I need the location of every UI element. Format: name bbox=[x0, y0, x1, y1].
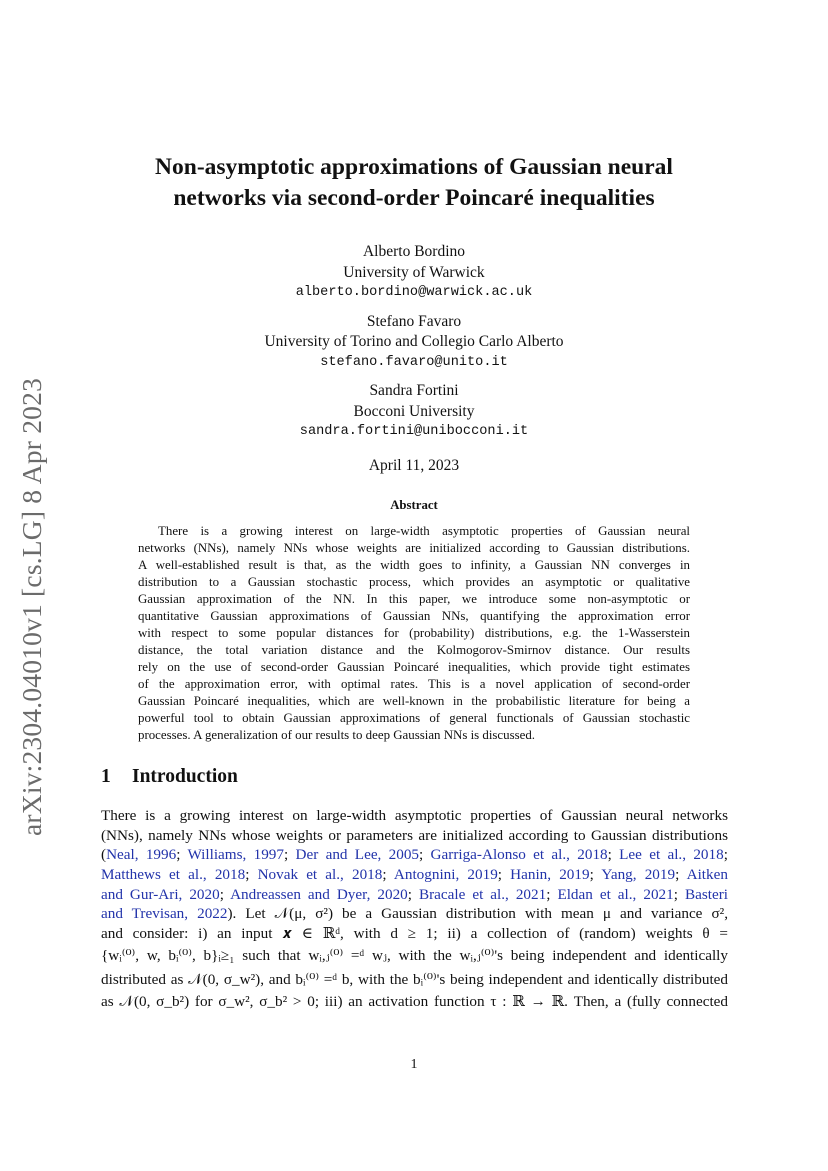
section-title: Introduction bbox=[132, 766, 238, 787]
abstract-line: quantitative Gaussian approximations of Gaussian NNs, quantifying the approximation error bbox=[138, 609, 690, 623]
author-affiliation: University of Torino and Collegio Carlo Alberto bbox=[264, 333, 564, 350]
abstract-line: Gaussian approximation of the NN. In this paper, we introduce some non-asymptotic or bbox=[138, 592, 690, 606]
abstract-line: of the approximation error, with optimal rates. This is a novel application of second-order bbox=[138, 677, 690, 691]
publication-date: April 11, 2023 bbox=[368, 457, 460, 474]
abstract-text bbox=[138, 523, 690, 744]
body-line: and Gur-Ari, 2020; Andreassen and Dyer, 2020; Bracale et al., 2021; Eldan et al., 2021; Basteri bbox=[101, 885, 728, 903]
body-line: as 𝒩(0, σ_b²) for σ_w², σ_b² > 0; iii) an activation function τ : ℝ → ℝ. Then, a (fully connected bbox=[101, 992, 728, 1010]
citation-link[interactable]: Andreassen and Dyer, 2020 bbox=[230, 885, 408, 903]
citation-link[interactable]: Bracale et al., 2021 bbox=[418, 885, 547, 903]
body-line bbox=[101, 904, 728, 924]
section-number: 1 bbox=[101, 766, 111, 787]
citation-link[interactable]: Novak et al., 2018 bbox=[257, 866, 383, 884]
citation-link[interactable]: Neal, 1996 bbox=[106, 846, 177, 864]
author-block bbox=[100, 312, 728, 374]
page-number: 1 bbox=[410, 1057, 418, 1072]
citation-link[interactable]: and Trevisan, 2022 bbox=[101, 905, 228, 923]
author-affiliation: Bocconi University bbox=[353, 402, 475, 420]
paper-title bbox=[100, 152, 728, 214]
abstract-line: distance, the total variation distance and the Kolmogorov-Smirnov distance. Our results bbox=[138, 643, 690, 657]
citation-link[interactable]: Lee et al., 2018 bbox=[619, 846, 724, 864]
citation-link[interactable]: Hanin, 2019 bbox=[510, 866, 590, 884]
author-email[interactable]: stefano.favaro@unito.it bbox=[320, 354, 508, 370]
author-list bbox=[100, 242, 728, 451]
abstract-line: with respect to some popular distances for (probability) distributions, e.g. the 1-Wasserstein bbox=[138, 626, 690, 640]
body-line: (NNs), namely NNs whose weights or parameters are initialized according to Gaussian distributions bbox=[101, 826, 728, 844]
body-line: and consider: i) an input 𝒙 ∈ ℝᵈ, with d ≥ 1; ii) a collection of (random) weights θ = bbox=[101, 925, 728, 943]
author-email[interactable]: sandra.fortini@unibocconi.it bbox=[299, 424, 529, 439]
abstract-line: powerful tool to obtain Gaussian approximations of general functionals of Gaussian stochastic bbox=[138, 711, 690, 725]
citation-link[interactable]: Aitken bbox=[686, 866, 728, 884]
citation-link[interactable]: Williams, 1997 bbox=[187, 846, 284, 864]
author-name: Stefano Favaro bbox=[366, 312, 462, 330]
abstract-line: networks (NNs), namely NNs whose weights are initialized according to Gaussian distributions. bbox=[138, 541, 690, 555]
abstract-line: Gaussian Poincaré inequalities, which are well-known in the probabilistic literature for being a bbox=[138, 694, 690, 708]
author-name: Sandra Fortini bbox=[369, 382, 459, 399]
introduction-body bbox=[101, 806, 728, 1012]
abstract-line: processes. A generalization of our results to deep Gaussian NNs is discussed. bbox=[138, 728, 536, 742]
arxiv-identifier-stamp: arXiv:2304.04010v1 [cs.LG] 8 Apr 2023 bbox=[16, 377, 47, 837]
citation-link[interactable]: Der and Lee, 2005 bbox=[295, 846, 420, 864]
citation-link[interactable]: Eldan et al., 2021 bbox=[557, 885, 674, 903]
body-line: {wᵢ⁽⁰⁾, w, bᵢ⁽⁰⁾, b}ᵢ≥₁ such that wᵢ,ⱼ⁽⁰⁾ =ᵈ wⱼ, with the wᵢ,ⱼ⁽⁰⁾'s being independent and identically bbox=[101, 946, 728, 964]
citation-link[interactable]: and Gur-Ari, 2020 bbox=[101, 885, 220, 903]
citation-link[interactable]: Yang, 2019 bbox=[601, 866, 676, 884]
body-line: (Neal, 1996; Williams, 1997; Der and Lee, 2005; Garriga-Alonso et al., 2018; Lee et al., 2018; bbox=[101, 846, 728, 864]
title-line-1: Non-asymptotic approximations of Gaussian neural bbox=[155, 154, 673, 180]
abstract-line: rely on the use of second-order Gaussian Poincaré inequalities, which provide tight estimates bbox=[138, 660, 690, 674]
body-line: distributed as 𝒩(0, σ_w²), and bᵢ⁽⁰⁾ =ᵈ b, with the bᵢ⁽⁰⁾'s being independent and identically distributed bbox=[101, 970, 728, 988]
abstract-line: There is a growing interest on large-width asymptotic properties of Gaussian neural bbox=[158, 524, 690, 538]
abstract-line: distribution to a Gaussian stochastic process, which provides an asymptotic or qualitative bbox=[138, 575, 690, 589]
citation-link[interactable]: Basteri bbox=[684, 885, 728, 903]
author-email[interactable]: alberto.bordino@warwick.ac.uk bbox=[295, 285, 533, 300]
author-block bbox=[100, 381, 728, 443]
section-heading bbox=[101, 766, 238, 788]
citation-link[interactable]: Garriga-Alonso et al., 2018 bbox=[430, 846, 608, 864]
author-affiliation: University of Warwick bbox=[343, 263, 485, 281]
author-block bbox=[100, 242, 728, 304]
body-text: ). Let 𝒩(μ, σ²) be a Gaussian distribution with mean μ and variance σ², bbox=[227, 905, 728, 923]
title-line-2: networks via second-order Poincaré inequalities bbox=[173, 185, 655, 211]
body-line: Matthews et al., 2018; Novak et al., 2018; Antognini, 2019; Hanin, 2019; Yang, 2019; Aitken bbox=[101, 866, 728, 884]
body-line: There is a growing interest on large-width asymptotic properties of Gaussian neural networks bbox=[101, 807, 728, 824]
abstract-heading: Abstract bbox=[390, 498, 438, 512]
citation-link[interactable]: Antognini, 2019 bbox=[393, 866, 498, 884]
citation-link[interactable]: Matthews et al., 2018 bbox=[101, 866, 246, 884]
author-name: Alberto Bordino bbox=[362, 243, 466, 260]
abstract-line: A well-established result is that, as the width goes to infinity, a Gaussian NN converges in bbox=[138, 558, 690, 572]
